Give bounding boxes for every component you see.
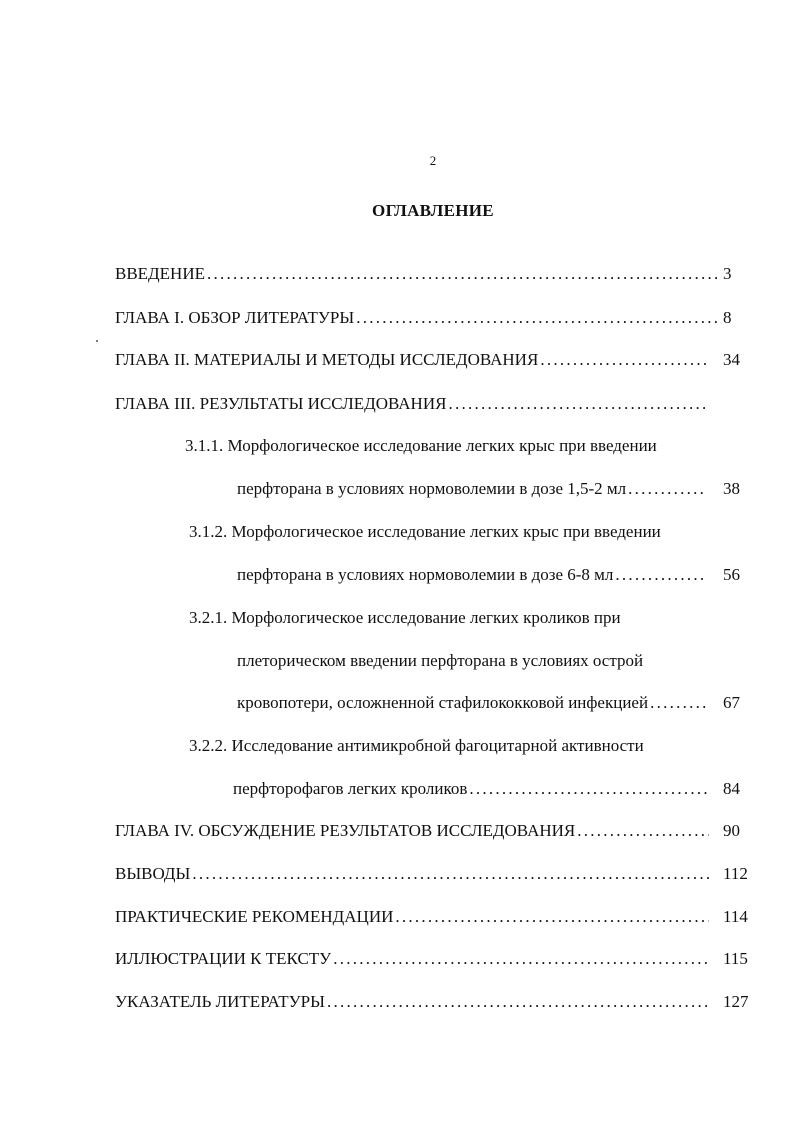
dot-leader	[207, 262, 717, 286]
page-number: 2	[429, 153, 437, 168]
toc-entry-page: 112	[723, 864, 748, 883]
toc-entry-section-3-2-1-cont2	[237, 691, 740, 715]
toc-entry-chapter-1	[115, 306, 732, 330]
toc-entry-chapter-4	[115, 819, 740, 843]
toc-entry-section-3-1-1-cont	[237, 477, 740, 501]
dot-leader	[650, 691, 707, 715]
toc-entry-label: плеторическом введении перфторана в условиях острой	[237, 651, 644, 670]
toc-entry-recommendations	[115, 905, 748, 929]
toc-entry-label: ГЛАВА IV. ОБСУЖДЕНИЕ РЕЗУЛЬТАТОВ ИССЛЕДОВАНИЯ	[115, 821, 576, 840]
toc-entry-label: ВВЕДЕНИЕ	[115, 264, 205, 283]
toc-entry-page: 127	[723, 992, 749, 1011]
toc-entry-page: 84	[723, 779, 740, 798]
dot-leader	[540, 348, 709, 372]
dot-leader	[448, 392, 705, 416]
toc-entry-label: ГЛАВА II. МАТЕРИАЛЫ И МЕТОДЫ ИССЛЕДОВАНИЯ	[115, 350, 539, 369]
dot-leader	[192, 862, 709, 886]
toc-entry-page: 56	[723, 565, 740, 584]
toc-entry-label: перфторофагов легких кроликов	[233, 779, 468, 798]
toc-entry-section-3-2-1	[189, 606, 709, 630]
toc-entry-label: ПРАКТИЧЕСКИЕ РЕКОМЕНДАЦИИ	[115, 907, 394, 926]
toc-entry-label: перфторана в условиях нормоволемии в дозе 1,5-2 мл	[237, 479, 627, 498]
dot-leader	[333, 947, 709, 971]
dot-leader	[395, 905, 709, 929]
toc-entry-label: перфторана в условиях нормоволемии в дозе 6-8 мл	[237, 565, 614, 584]
toc-entry-label: 3.2.2. Исследование антимикробной фагоцитарной активности	[189, 736, 644, 755]
toc-title: ОГЛАВЛЕНИЕ	[372, 201, 494, 220]
toc-entry-section-3-2-1-cont	[237, 649, 707, 673]
dot-leader	[356, 306, 717, 330]
dot-leader	[615, 563, 707, 587]
dot-leader	[469, 777, 707, 801]
toc-entry-label: кровопотери, осложненной стафилококковой инфекцией	[237, 693, 649, 712]
toc-entry-page: 8	[723, 308, 732, 327]
toc-entry-conclusions	[115, 862, 748, 886]
toc-entry-page: 67	[723, 693, 740, 712]
toc-entry-page: 114	[723, 907, 748, 926]
toc-entry-label: УКАЗАТЕЛЬ ЛИТЕРАТУРЫ	[115, 992, 325, 1011]
dot-leader	[628, 477, 707, 501]
dot-leader	[327, 990, 709, 1014]
toc-entry-label: ИЛЛЮСТРАЦИИ К ТЕКСТУ	[115, 949, 332, 968]
toc-entry-section-3-1-2	[189, 520, 729, 544]
toc-entry-label: ГЛАВА III. РЕЗУЛЬТАТЫ ИССЛЕДОВАНИЯ	[115, 394, 447, 413]
toc-entry-label: 3.1.2. Морфологическое исследование легких крыс при введении	[189, 522, 661, 541]
toc-entry-page: 34	[723, 350, 740, 369]
toc-entry-chapter-2	[115, 348, 740, 372]
toc-entry-section-3-1-1	[185, 434, 725, 458]
toc-entry-label: 3.1.1. Морфологическое исследование легких крыс при введении	[185, 436, 657, 455]
toc-entry-page: 115	[723, 949, 748, 968]
toc-entry-section-3-2-2-cont	[233, 777, 740, 801]
toc-entry-page: 38	[723, 479, 740, 498]
toc-entry-chapter-3	[115, 392, 705, 416]
toc-entry-section-3-2-2	[189, 734, 709, 758]
toc-entry-introduction	[115, 262, 732, 286]
toc-entry-page: 90	[723, 821, 740, 840]
toc-entry-section-3-1-2-cont	[237, 563, 740, 587]
toc-entry-references	[115, 990, 749, 1014]
scan-speck	[96, 340, 98, 342]
toc-entry-label: ГЛАВА I. ОБЗОР ЛИТЕРАТУРЫ	[115, 308, 355, 327]
dot-leader	[577, 819, 709, 843]
toc-entry-page: 3	[723, 264, 732, 283]
toc-entry-label: ВЫВОДЫ	[115, 864, 191, 883]
toc-entry-illustrations	[115, 947, 748, 971]
toc-entry-label: 3.2.1. Морфологическое исследование легких кроликов при	[189, 608, 621, 627]
